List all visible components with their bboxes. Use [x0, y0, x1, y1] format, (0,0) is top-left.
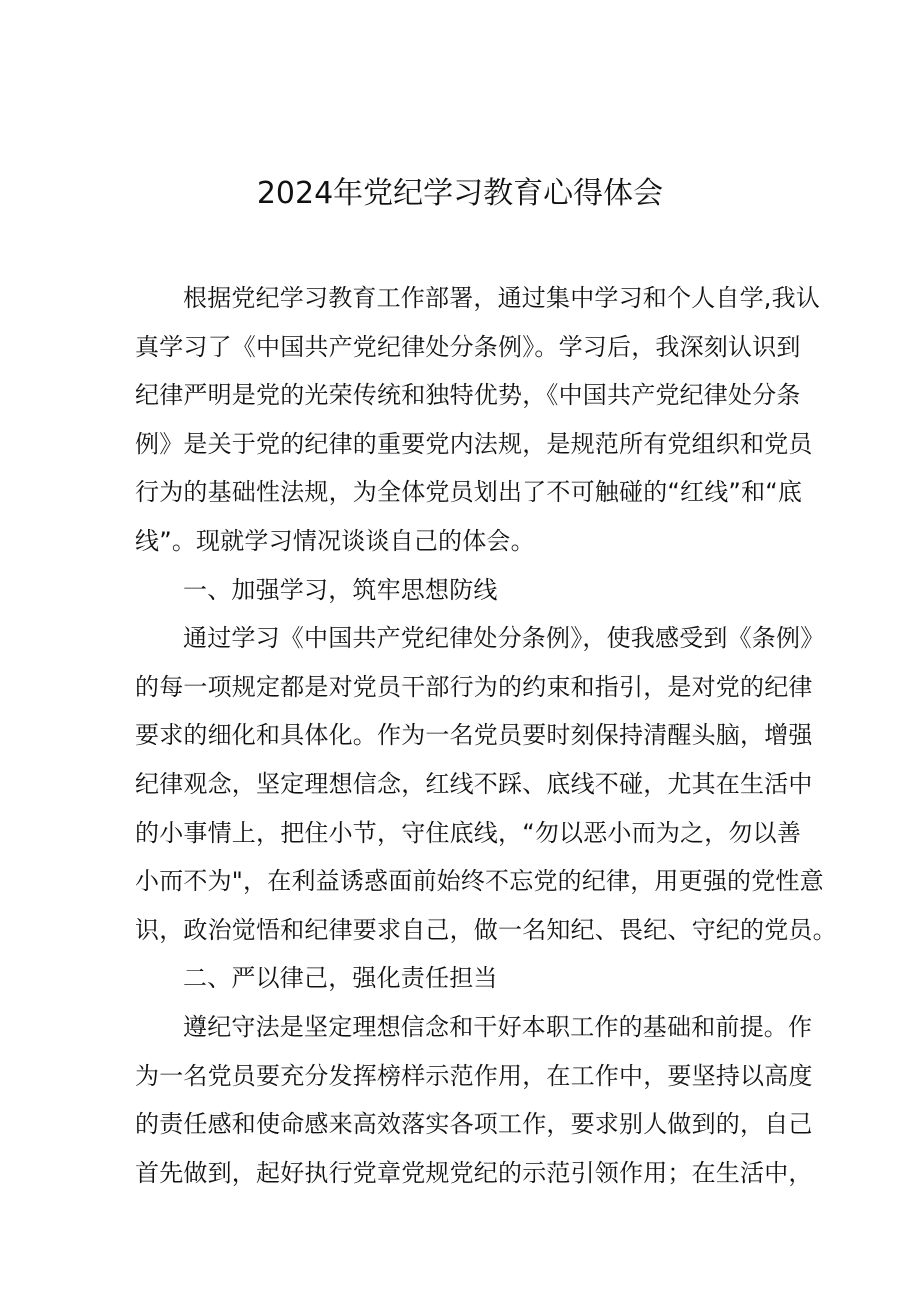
paragraph-2-line-5: 的小事情上，把住小节，守住底线，“勿以恶小而为之，勿以善 [135, 818, 802, 847]
paragraph-1-line-6: 线”。现就学习情况谈谈自己的体会。 [135, 526, 535, 555]
paragraph-1-line-5: 行为的基础性法规，为全体党员划出了不可触碰的“红线”和“底 [135, 478, 803, 507]
paragraph-3-line-1: 遵纪守法是坚定理想信念和干好本职工作的基础和前提。作 [183, 1012, 813, 1041]
document-title: 2024年党纪学习教育心得体会 [256, 176, 664, 211]
paragraph-2-line-4: 纪律观念，坚定理想信念，红线不踩、底线不碰，尤其在生活中 [135, 769, 813, 798]
paragraph-2-line-2: 的每一项规定都是对党员干部行为的约束和指引，是对党的纪律 [135, 672, 813, 701]
document-body [135, 278, 837, 1201]
paragraph-1-line-4: 例》是关于党的纪律的重要党内法规，是规范所有党组织和党员 [135, 429, 813, 458]
section-heading-1: 一、加强学习，筑牢思想防线 [183, 575, 498, 604]
paragraph-2-line-6: 小而不为"，在利益诱惑面前始终不忘党的纪律，用更强的党性意 [135, 867, 824, 896]
paragraph-3-line-3: 的责任感和使命感来高效落实各项工作，要求别人做到的，自己 [135, 1110, 813, 1139]
paragraph-1-line-2: 真学习了《中国共产党纪律处分条例》。学习后，我深刻认识到 [135, 332, 801, 361]
paragraph-2-line-7: 识，政治觉悟和纪律要求自己，做一名知纪、畏纪、守纪的党员。 [135, 915, 837, 944]
paragraph-1-line-3: 纪律严明是党的光荣传统和独特优势，《中国共产党纪律处分条 [135, 381, 801, 410]
paragraph-2-line-3: 要求的细化和具体化。作为一名党员要时刻保持清醒头脑，增强 [135, 721, 813, 750]
paragraph-3-line-2: 为一名党员要充分发挥榜样示范作用，在工作中，要坚持以高度 [135, 1061, 813, 1090]
paragraph-3-line-4: 首先做到，起好执行党章党规党纪的示范引领作用；在生活中， [135, 1158, 813, 1187]
section-heading-2: 二、严以律己，强化责任担当 [183, 964, 498, 993]
paragraph-1-line-1: 根据党纪学习教育工作部署，通过集中学习和个人自学,我认 [183, 284, 821, 312]
paragraph-2-line-1: 通过学习《中国共产党纪律处分条例》，使我感受到《条例》 [183, 624, 825, 653]
